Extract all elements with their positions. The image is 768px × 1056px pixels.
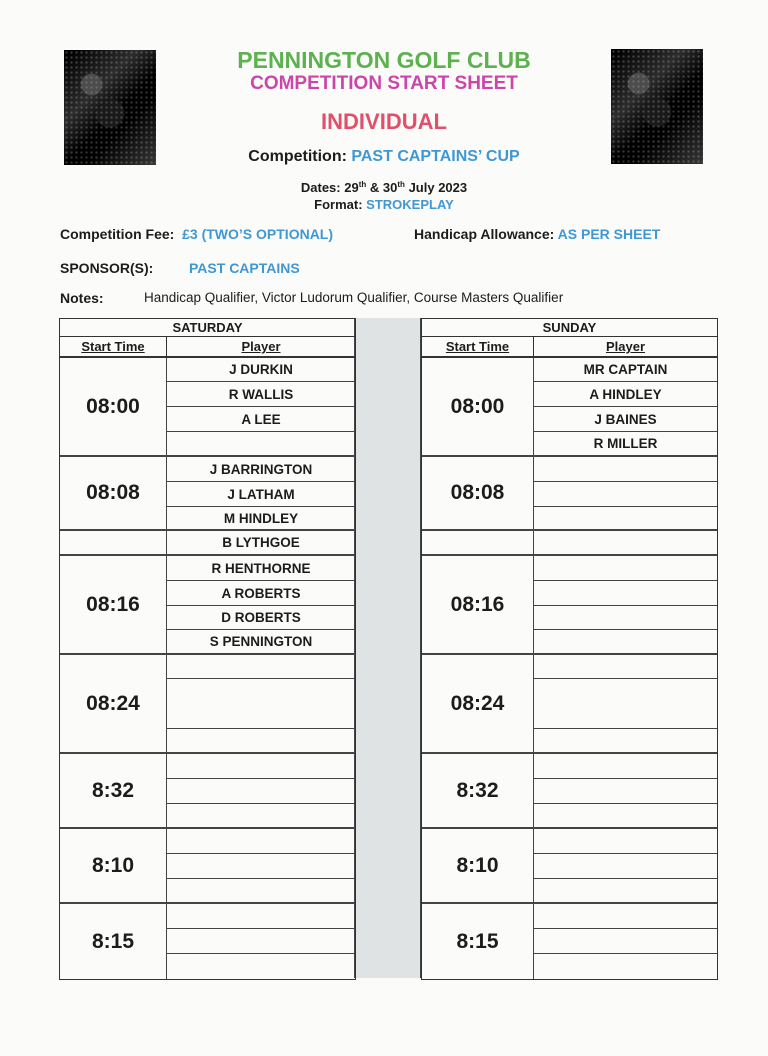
- date-1: 29: [344, 180, 359, 195]
- sunday-player-header: [534, 337, 717, 358]
- sunday-player: MR CAPTAIN: [534, 358, 717, 382]
- sunday-player: J BAINES: [534, 407, 717, 432]
- saturday-player-header-text: Player: [241, 339, 281, 354]
- saturday-empty-slot: [167, 854, 355, 879]
- handicap-line: [414, 226, 660, 242]
- sunday-empty-slot: [534, 729, 717, 754]
- handicap-value: AS PER SHEET: [557, 226, 661, 242]
- divider-column: [354, 318, 421, 978]
- saturday-player: B LYTHGOE: [167, 531, 355, 556]
- saturday-time-810: 8:10: [60, 829, 167, 904]
- notes-label: Notes:: [60, 290, 104, 306]
- saturday-empty-slot: [167, 779, 355, 804]
- saturday-empty-slot: [167, 954, 355, 979]
- sunday-empty-slot: [534, 581, 717, 606]
- saturday-start-time-header-text: Start Time: [81, 339, 145, 354]
- saturday-empty-slot: [167, 754, 355, 779]
- dates-line: [0, 180, 768, 195]
- saturday-empty-slot: [167, 829, 355, 854]
- saturday-player-header: [167, 337, 355, 358]
- saturday-player: A ROBERTS: [167, 581, 355, 606]
- saturday-time-0808: 08:08: [60, 457, 167, 531]
- competition-type: INDIVIDUAL: [321, 109, 447, 134]
- sunday-empty-slot: [534, 879, 717, 904]
- saturday-player: R WALLIS: [167, 382, 355, 407]
- saturday-empty-slot: [167, 929, 355, 954]
- saturday-player: D ROBERTS: [167, 606, 355, 630]
- sunday-extra-time-cell: [422, 531, 534, 556]
- sunday-time-0816: 08:16: [422, 556, 534, 655]
- sunday-empty-slot: [534, 531, 717, 556]
- sunday-empty-slot: [534, 556, 717, 581]
- date-rest: July 2023: [408, 180, 468, 195]
- saturday-player: S PENNINGTON: [167, 630, 355, 655]
- dates-label: Dates:: [300, 180, 341, 195]
- date-1-suffix: th: [358, 180, 367, 189]
- sunday-empty-slot: [534, 457, 717, 482]
- format-value: STROKEPLAY: [366, 197, 454, 212]
- sunday-empty-slot: [534, 904, 717, 929]
- sunday-empty-slot: [534, 482, 717, 507]
- sheet-title: COMPETITION START SHEET: [250, 73, 518, 94]
- sunday-empty-slot: [534, 854, 717, 879]
- competition-line: [0, 148, 768, 166]
- sunday-empty-slot: [534, 655, 717, 679]
- notes-value: Handicap Qualifier, Victor Ludorum Qualifier, Course Masters Qualifier: [144, 290, 564, 305]
- sunday-time-0824: 08:24: [422, 655, 534, 754]
- saturday-day-header: SATURDAY: [60, 319, 355, 337]
- sunday-empty-slot: [534, 679, 717, 729]
- sunday-time-815: 8:15: [422, 904, 534, 979]
- saturday-start-time-header: [60, 337, 167, 358]
- saturday-player: M HINDLEY: [167, 507, 355, 531]
- saturday-player: R HENTHORNE: [167, 556, 355, 581]
- saturday-time-0816: 08:16: [60, 556, 167, 655]
- saturday-time-815: 8:15: [60, 904, 167, 979]
- sunday-empty-slot: [534, 507, 717, 531]
- format-line: [0, 197, 768, 212]
- sunday-empty-slot: [534, 804, 717, 829]
- saturday-empty-slot: [167, 679, 355, 729]
- format-label: Format:: [314, 197, 363, 212]
- saturday-time-0800: 08:00: [60, 358, 167, 457]
- date-2: 30: [382, 180, 398, 195]
- saturday-empty-slot: [167, 879, 355, 904]
- sunday-player: A HINDLEY: [534, 382, 717, 407]
- sunday-time-810: 8:10: [422, 829, 534, 904]
- sunday-start-time-header-text: Start Time: [445, 339, 510, 354]
- saturday-empty-slot: [167, 804, 355, 829]
- competition-label: Competition:: [248, 148, 347, 165]
- saturday-player: A LEE: [167, 407, 355, 432]
- sponsor-value: PAST CAPTAINS: [189, 260, 300, 276]
- fee-line: [60, 226, 333, 242]
- sunday-empty-slot: [534, 779, 717, 804]
- sunday-time-0808: 08:08: [422, 457, 534, 531]
- saturday-player: J DURKIN: [167, 358, 355, 382]
- sunday-time-0800: 08:00: [422, 358, 534, 457]
- saturday-time-0824: 08:24: [60, 655, 167, 754]
- club-name: PENNINGTON GOLF CLUB: [237, 47, 531, 73]
- sunday-empty-slot: [534, 630, 717, 655]
- saturday-player: J BARRINGTON: [167, 457, 355, 482]
- sunday-table: [421, 318, 718, 980]
- saturday-extra-time-cell: [60, 531, 167, 556]
- saturday-player: [167, 432, 355, 457]
- fee-label: Competition Fee:: [60, 226, 175, 242]
- sunday-empty-slot: [534, 606, 717, 630]
- saturday-time-832: 8:32: [60, 754, 167, 829]
- saturday-empty-slot: [167, 729, 355, 754]
- sunday-start-time-header: [422, 337, 534, 358]
- sunday-day-header: SUNDAY: [422, 319, 717, 337]
- sunday-empty-slot: [534, 754, 717, 779]
- saturday-player: J LATHAM: [167, 482, 355, 507]
- sunday-empty-slot: [534, 929, 717, 954]
- sunday-time-832: 8:32: [422, 754, 534, 829]
- handicap-label: Handicap Allowance:: [414, 226, 555, 242]
- sponsor-label: SPONSOR(S):: [60, 260, 154, 276]
- sunday-player-header-text: Player: [605, 339, 646, 354]
- sunday-empty-slot: [534, 829, 717, 854]
- date-2-suffix: th: [397, 180, 405, 189]
- date-joiner: &: [369, 180, 380, 195]
- sunday-player: R MILLER: [534, 432, 717, 457]
- saturday-empty-slot: [167, 655, 355, 679]
- sunday-empty-slot: [534, 954, 717, 979]
- fee-value: £3 (TWO’S OPTIONAL): [182, 226, 334, 242]
- saturday-table: [59, 318, 356, 980]
- competition-name: PAST CAPTAINS’ CUP: [351, 148, 520, 165]
- saturday-empty-slot: [167, 904, 355, 929]
